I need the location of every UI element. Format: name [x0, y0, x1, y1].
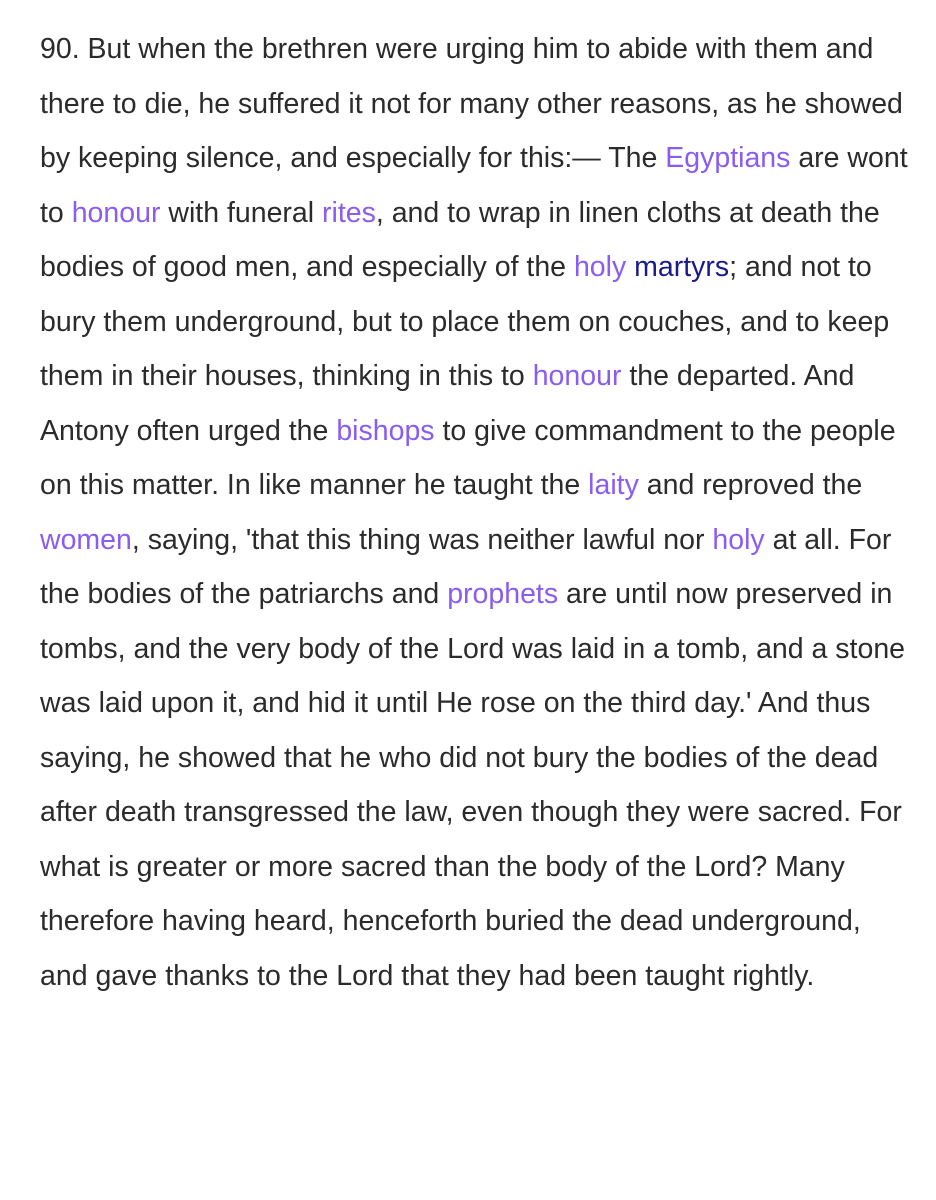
text-run: and reproved the	[638, 469, 863, 501]
text-run: with funeral	[160, 196, 323, 229]
text-run: 90. But when the brethren were urging him to abide with them and there to die, he suffered it not for many other reasons, as he showed by keeping silence, and especially for this:— The	[40, 33, 903, 174]
text-run: at all. For the bodies of the patriarchs and	[40, 523, 892, 610]
paragraph-90	[40, 22, 910, 1003]
link-rites[interactable]: rites	[322, 196, 376, 229]
text-run: , saying, 'that this thing was neither lawful nor	[131, 523, 713, 556]
link-women[interactable]: women	[40, 523, 132, 556]
link-egyptians[interactable]: Egyptians	[665, 142, 791, 174]
text-run: ; and not to bury them underground, but to place them on couches, and to keep them in their houses, thinking in this to	[40, 251, 890, 392]
text-run: are wont to	[40, 142, 908, 229]
text-run: , and to wrap in linen cloths at death the bodies of good men, and especially of the	[40, 196, 880, 283]
link-bishops[interactable]: bishops	[336, 414, 435, 447]
text-run	[626, 251, 634, 283]
text-run: are until now preserved in tombs, and the very body of the Lord was laid in a tomb, and a stone was laid upon it, and hid it until He rose on the third day.' And thus saying, he showed that he who did not bury the bodies of the dead after death transgressed the law, even though they were sacred. For what is greater or more sacred than the body of the Lord? Many therefore having heard, henceforth buried the dead underground, and gave thanks to the Lord that they had been taught rightly.	[40, 578, 906, 992]
text-run: to give commandment to the people on this matter. In like manner he taught the	[40, 414, 896, 501]
text-run: the departed. And Antony often urged the	[40, 360, 855, 447]
link-martyrs[interactable]: martyrs	[634, 251, 730, 283]
link-holy-2[interactable]: holy	[712, 523, 765, 556]
link-holy[interactable]: holy	[573, 251, 627, 283]
link-prophets[interactable]: prophets	[447, 578, 559, 610]
link-laity[interactable]: laity	[588, 469, 639, 501]
link-honour-2[interactable]: honour	[532, 360, 622, 392]
link-honour[interactable]: honour	[71, 196, 161, 229]
